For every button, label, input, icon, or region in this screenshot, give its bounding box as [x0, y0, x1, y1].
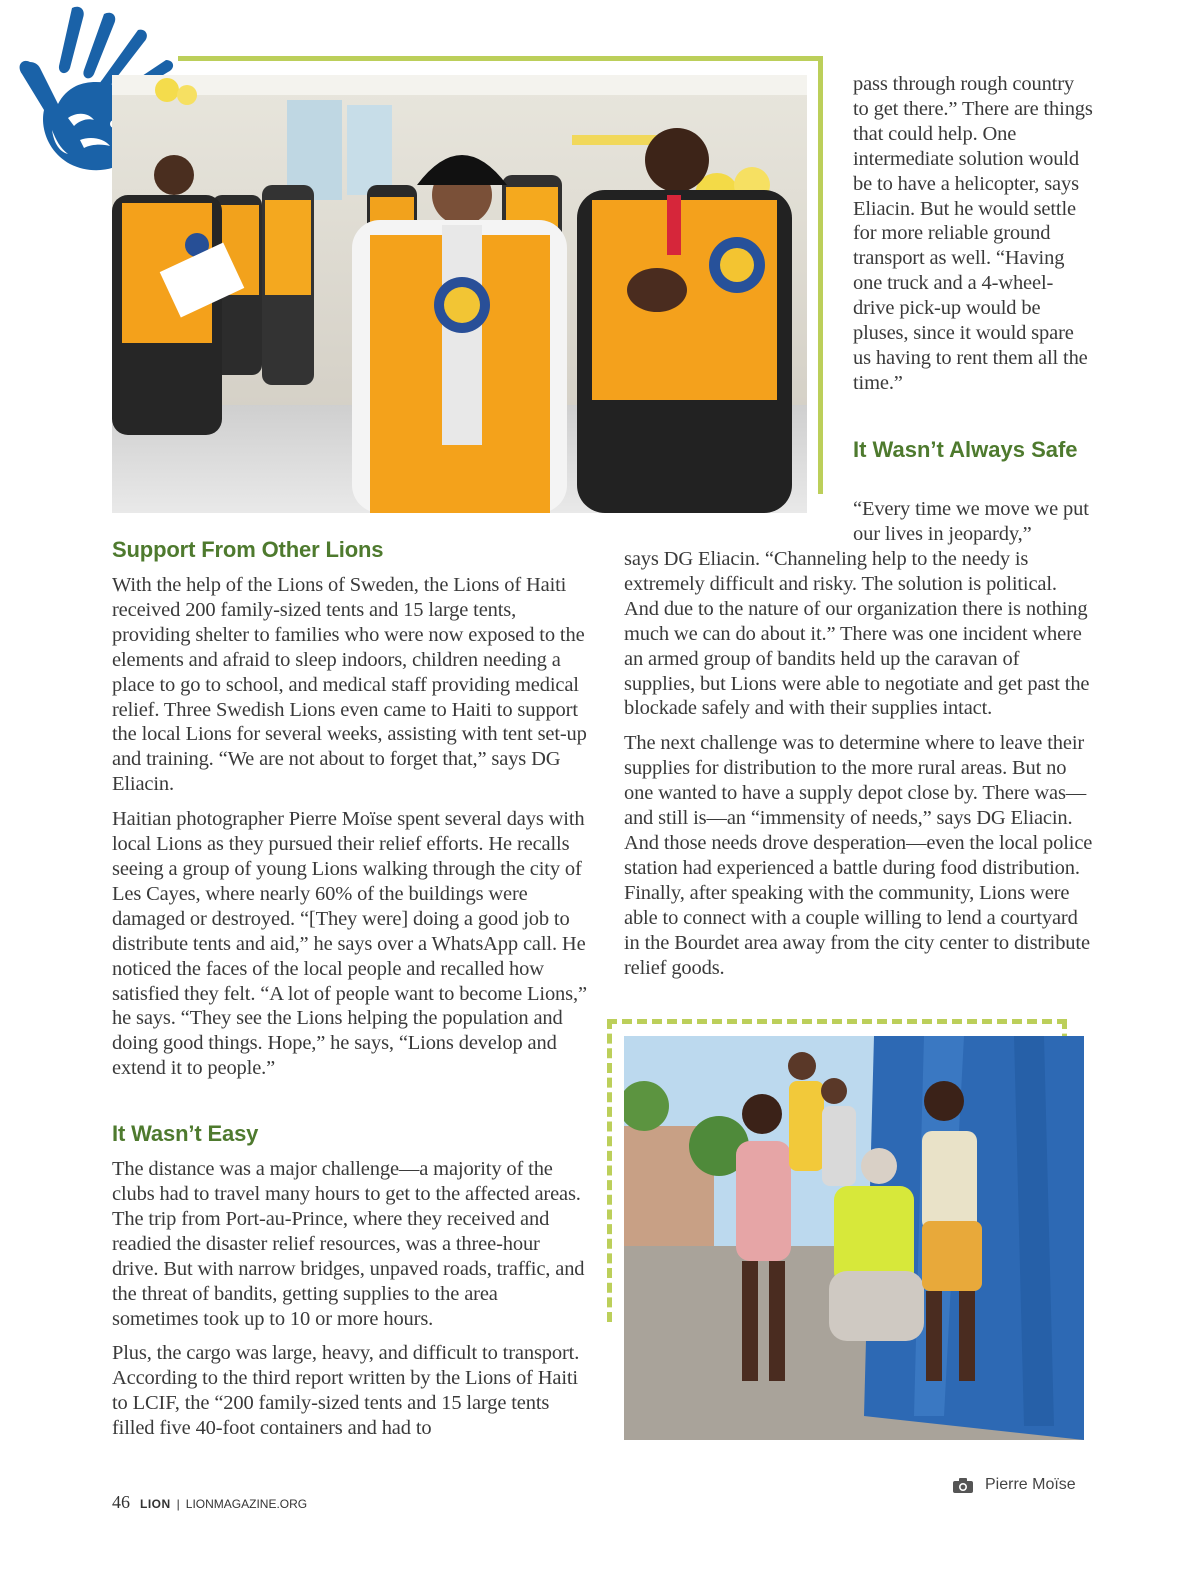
page-footer	[112, 1492, 307, 1513]
heading-it-wasnt-easy: It Wasn’t Easy	[112, 1121, 259, 1147]
heading-it-wasnt-always-safe: It Wasn’t Always Safe	[853, 437, 1078, 462]
easy-paragraph-1: The distance was a major challenge—a majority of the clubs had to travel many hours to get to the affected areas. The trip from Port-au-Prince, where they received and readied the disaster relief resources, was a three-hour drive. But with narrow bridges, unpaved roads, traffic, and the threat of bandits, getting supplies to the area sometimes took up to 10 or more hours.	[112, 1158, 585, 1330]
heading-support-from-other-lions: Support From Other Lions	[112, 537, 384, 562]
left-column	[112, 537, 587, 1451]
safe-intro-text: “Every time we move we put our lives in jeopardy,”	[853, 498, 1089, 545]
easy-paragraph-2: Plus, the cargo was large, heavy, and difficult to transport. According to the third report written by the Lions of Haiti to LCIF, the “200 family-sized tents and 15 large tents filled five 40-foot containers and had to	[112, 1342, 580, 1440]
camera-icon	[953, 1478, 973, 1493]
tent-children-photo	[624, 1036, 1084, 1440]
page-number: 46	[112, 1492, 130, 1512]
magazine-name: LION	[140, 1497, 171, 1511]
safe-paragraph-2: The next challenge was to determine where to leave their supplies for distribution to the more rural areas. But no one wanted to have a supply depot close by. There was—and still is—an “immensity of needs,” says DG Eliacin. And those needs drove desperation—even the local police station had experienced a battle during food distribution. Finally, after speaking with the community, Lions were able to connect with a couple willing to lend a courtyard in the Bourdet area away from the city center to distribute relief goods.	[624, 732, 1093, 979]
website-link[interactable]: LIONMAGAZINE.ORG	[185, 1497, 308, 1511]
right-column	[624, 547, 1094, 990]
support-paragraph-1: With the help of the Lions of Sweden, the Lions of Haiti received 200 family-sized tents and 15 large tents, providing shelter to families who were now exposed to the elements and afraid to sleep indoors, children needing a place to go to school, and medical staff providing medical relief. Three Swedish Lions even came to Haiti to support the local Lions for several weeks, assisting with tent set-up and training. “We are not about to forget that,” says DG Eliacin.	[112, 574, 587, 796]
lions-ceremony-photo	[112, 75, 807, 513]
photo-credit	[953, 1476, 1076, 1494]
top-right-column	[853, 72, 1093, 406]
safe-paragraph-1: says DG Eliacin. “Channeling help to the needy is extremely difficult and risky. The solution is political. And due to the nature of our organization there is nothing much we can do about it.” There was one incident where an armed group of bandits held up the caravan of supplies, but Lions were able to negotiate and get past the blockade safely and with their supplies intact.	[624, 548, 1090, 720]
photo-credit-name: Pierre Moïse	[985, 1476, 1076, 1493]
footer-separator: |	[176, 1497, 180, 1511]
support-paragraph-2: Haitian photographer Pierre Moïse spent several days with local Lions as they pursued their relief efforts. He recalls seeing a group of young Lions walking through the city of Les Cayes, where nearly 60% of the buildings were damaged or destroyed. “[They were] doing a good job to distribute tents and aid,” he says over a WhatsApp call. He noticed the faces of the local people and recalled how satisfied they felt. “A lot of people want to become Lions,” he says. “They see the Lions helping the population and doing good things. Hope,” he says, “Lions develop and extend it to people.”	[112, 808, 587, 1080]
continued-paragraph: pass through rough country to get there.” There are things that could help. One intermediate solution would be to have a helicopter, says Eliacin. But he would settle for more reliable ground transport as well. “Having one truck and a 4-wheel-drive pick-up would be pluses, since it would spare us having to rent them all the time.”	[853, 73, 1093, 394]
